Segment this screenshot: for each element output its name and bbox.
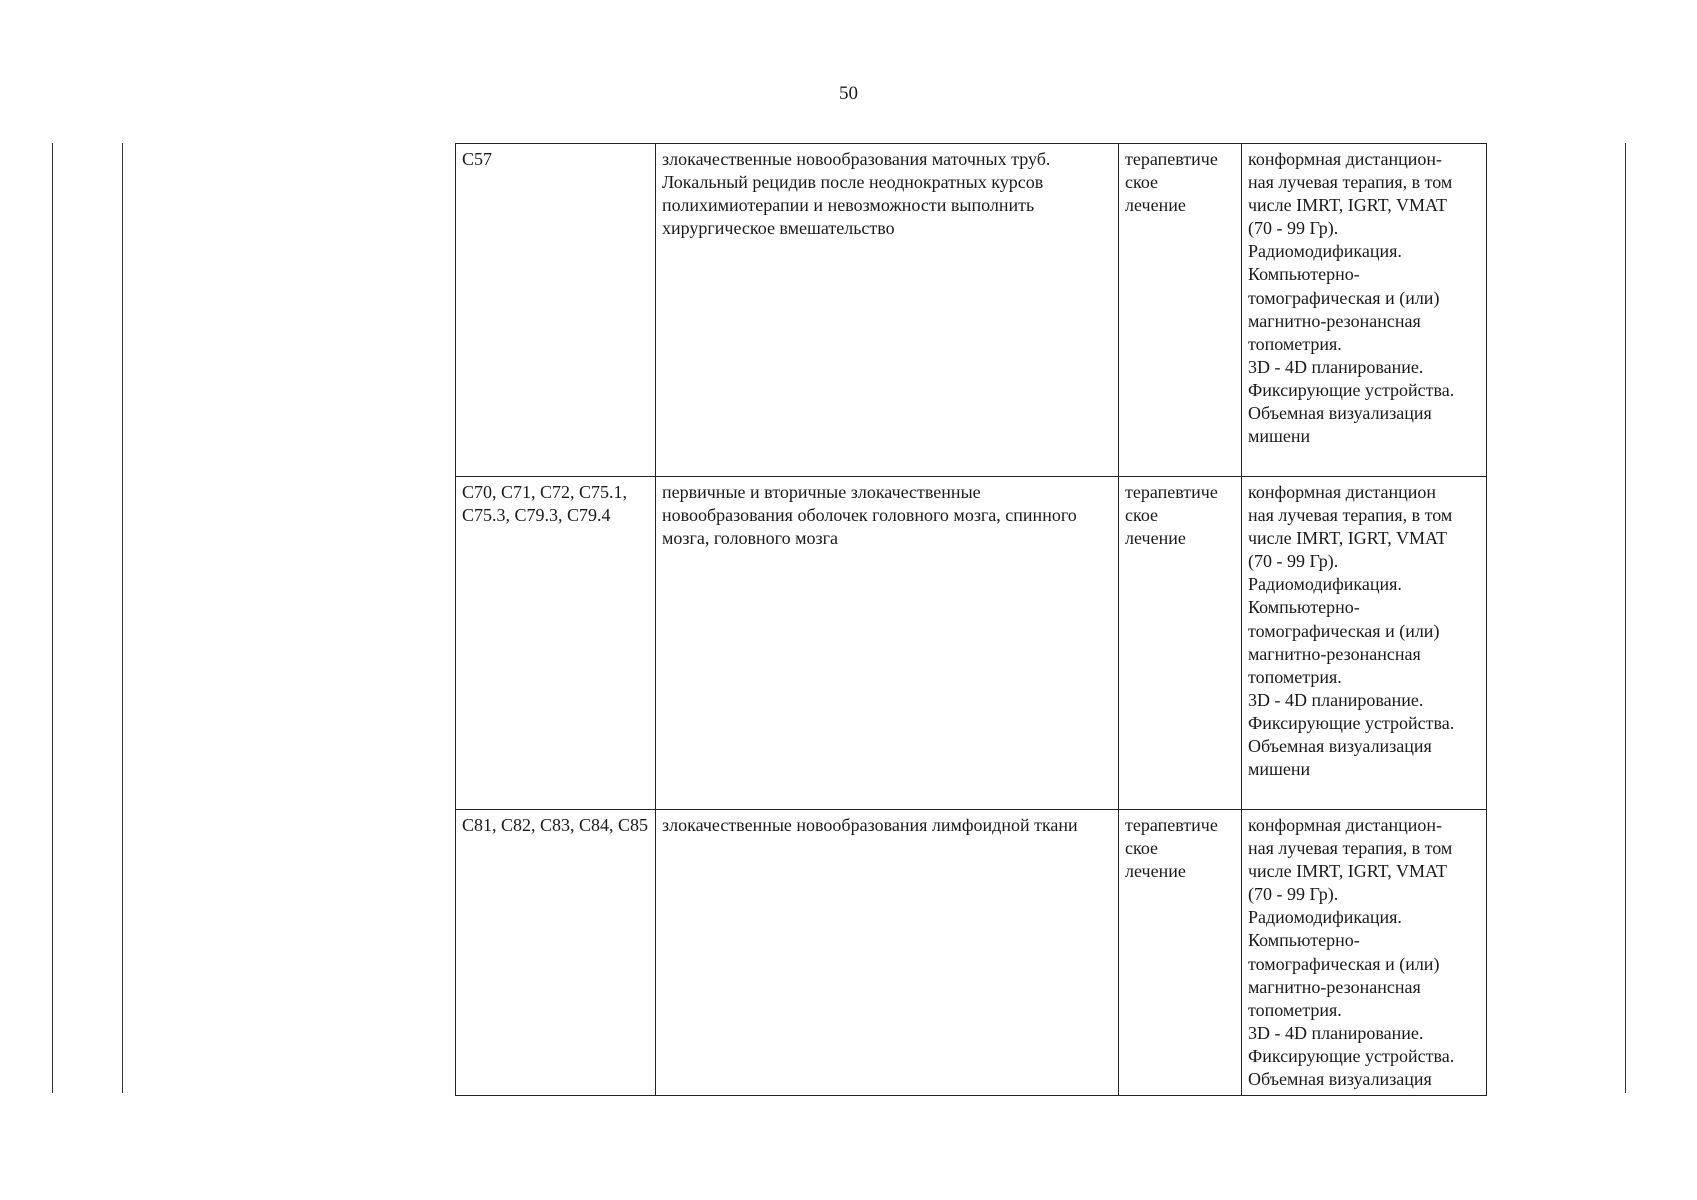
diagnosis-description-cell: первичные и вторичные злокачественные новообразования оболочек головного мозга, спинного мозга, головного мозга [656,477,1119,810]
right-table-border-line [1625,143,1626,1093]
treatment-type-cell: терапевтиче ское лечение [1119,810,1242,1096]
table-row [456,144,1487,477]
treatment-method-cell: конформная дистанцион ная лучевая терапия, в том числе IMRT, IGRT, VMAT (70 - 99 Гр). Радиомодификация. Компьютерно- томографическая и (или) магнитно-резонансная топометрия. 3D - 4D планирование. Фиксирующие устройства. Объемная визуализация мишени [1242,477,1487,810]
treatment-method-cell: конформная дистанцион- ная лучевая терапия, в том числе IMRT, IGRT, VMAT (70 - 99 Гр). Радиомодификация. Компьютерно- томографическая и (или) магнитно-резонансная топометрия. 3D - 4D планирование. Фиксирующие устройства. Объемная визуализация [1242,810,1487,1096]
diagnosis-description-cell: злокачественные новообразования лимфоидной ткани [656,810,1119,1096]
treatment-type-cell: терапевтиче ское лечение [1119,477,1242,810]
left-table-border-line [52,143,53,1093]
page-number: 50 [839,83,858,104]
treatment-table [455,143,1487,1096]
diagnosis-description-cell: злокачественные новообразования маточных труб. Локальный рецидив после неоднократных курсов полихимиотерапии и невозможности выполнить хирургическое вмешательство [656,144,1119,477]
table-row [456,477,1487,810]
left-column-border-line [122,143,123,1093]
table-row [456,810,1487,1096]
diagnosis-code-cell: C81, C82, C83, C84, C85 [456,810,656,1096]
diagnosis-code-cell: C57 [456,144,656,477]
diagnosis-code-cell: C70, C71, C72, C75.1, C75.3, C79.3, C79.4 [456,477,656,810]
treatment-method-cell: конформная дистанцион- ная лучевая терапия, в том числе IMRT, IGRT, VMAT (70 - 99 Гр). Радиомодификация. Компьютерно- томографическая и (или) магнитно-резонансная топометрия. 3D - 4D планирование. Фиксирующие устройства. Объемная визуализация мишени [1242,144,1487,477]
treatment-type-cell: терапевтиче ское лечение [1119,144,1242,477]
